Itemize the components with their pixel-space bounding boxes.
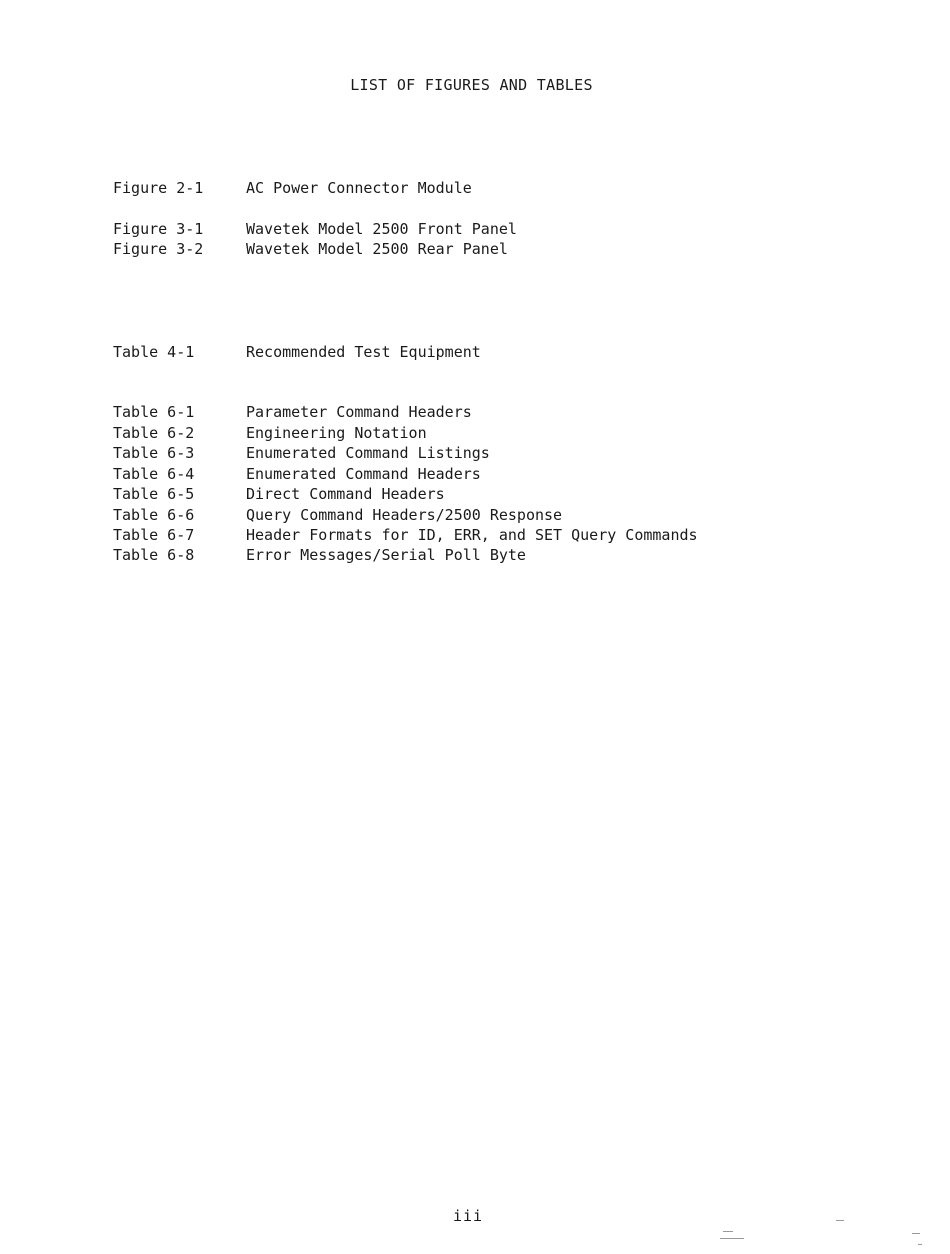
table-caption: Engineering Notation	[246, 424, 427, 442]
table-label: Table 6-5	[113, 485, 195, 503]
table-caption: Error Messages/Serial Poll Byte	[246, 546, 526, 564]
table-label: Table 6-8	[113, 546, 195, 564]
scan-speck	[723, 1231, 733, 1232]
page-number: iii	[452, 1207, 484, 1225]
table-label: Table 6-2	[113, 424, 195, 442]
figure-label: Figure 3-1	[113, 220, 204, 238]
table-caption: Enumerated Command Listings	[246, 444, 490, 462]
figure-caption: AC Power Connector Module	[246, 179, 472, 197]
table-caption: Parameter Command Headers	[246, 403, 472, 421]
table-label: Table 6-7	[113, 526, 195, 544]
table-caption: Recommended Test Equipment	[246, 343, 481, 361]
scan-speck	[912, 1233, 920, 1234]
figure-label: Figure 2-1	[113, 179, 204, 197]
scan-speck	[720, 1238, 744, 1239]
table-label: Table 4-1	[113, 343, 195, 361]
page-title: LIST OF FIGURES AND TABLES	[350, 76, 593, 94]
table-caption: Enumerated Command Headers	[246, 465, 481, 483]
table-label: Table 6-4	[113, 465, 195, 483]
table-caption: Header Formats for ID, ERR, and SET Query Commands	[246, 526, 698, 544]
figure-caption: Wavetek Model 2500 Front Panel	[246, 220, 517, 238]
scan-speck	[836, 1220, 844, 1221]
table-caption: Query Command Headers/2500 Response	[246, 506, 563, 524]
scan-speck	[918, 1244, 922, 1245]
figure-caption: Wavetek Model 2500 Rear Panel	[246, 240, 508, 258]
figure-label: Figure 3-2	[113, 240, 204, 258]
table-label: Table 6-6	[113, 506, 195, 524]
table-caption: Direct Command Headers	[246, 485, 445, 503]
table-label: Table 6-3	[113, 444, 195, 462]
table-label: Table 6-1	[113, 403, 195, 421]
